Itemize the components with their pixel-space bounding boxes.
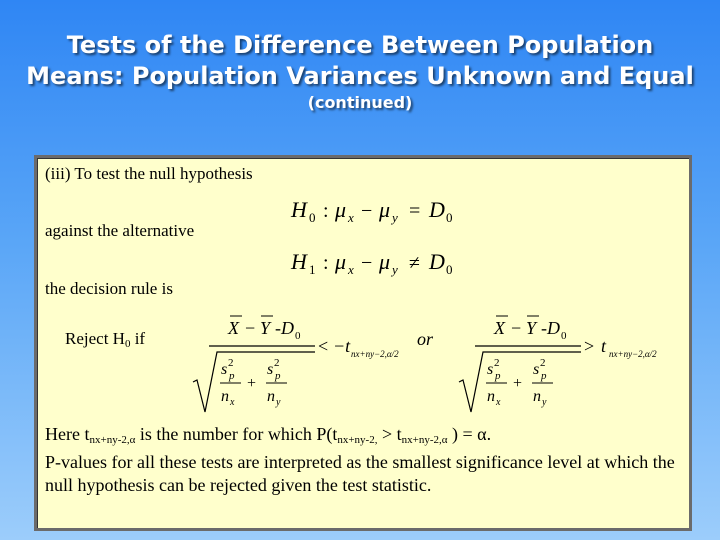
svg-text:Y: Y <box>526 318 537 338</box>
h0-relation: = <box>409 200 421 222</box>
critical-value-definition: Here $t_{nx+ny-2,\alpha}$ is the number for which $P(t_{nx+ny-2,} > t_{nx+ny-2,\alpha}$ ) = α. <box>45 424 492 446</box>
rule1-relation: < <box>318 336 329 356</box>
svg-text:+: + <box>513 375 523 392</box>
svg-text:D: D <box>281 318 294 338</box>
svg-text:−: − <box>361 200 373 222</box>
svg-text:0: 0 <box>309 210 316 225</box>
svg-text:-: - <box>541 318 547 338</box>
svg-text:−: − <box>361 252 373 274</box>
svg-text:2: 2 <box>228 357 234 369</box>
svg-text:y: y <box>542 397 547 408</box>
svg-text:n: n <box>221 388 229 405</box>
rule2-relation: > <box>584 336 595 356</box>
svg-text:X: X <box>494 318 505 338</box>
svg-text:H: H <box>291 249 307 274</box>
svg-text:n: n <box>487 388 495 405</box>
svg-text:y: y <box>392 210 398 225</box>
svg-text:0: 0 <box>295 330 301 342</box>
svg-text:0: 0 <box>446 210 453 225</box>
svg-text:+: + <box>247 375 257 392</box>
svg-text:p: p <box>541 370 547 382</box>
svg-text:x: x <box>348 210 354 225</box>
title-line-2: Means: Population Variances Unknown and Equal <box>26 62 694 90</box>
svg-text:s: s <box>487 361 494 378</box>
svg-text:x: x <box>230 397 235 408</box>
alternative-hypothesis-equation <box>289 246 489 280</box>
svg-text:D: D <box>547 318 560 338</box>
svg-text:p: p <box>229 370 235 382</box>
decision-text: the decision rule is <box>45 279 173 298</box>
svg-text:μ: μ <box>379 197 391 222</box>
svg-text:H: H <box>291 197 307 222</box>
null-hypothesis-equation <box>289 194 489 228</box>
svg-text:s: s <box>221 361 228 378</box>
svg-text:y: y <box>392 262 398 277</box>
svg-text::: : <box>323 200 329 222</box>
svg-text:D: D <box>429 197 445 222</box>
h1-relation: ≠ <box>409 252 420 274</box>
svg-text:X: X <box>228 318 239 338</box>
svg-text:D: D <box>429 249 445 274</box>
svg-text:p: p <box>495 370 501 382</box>
reject-label: Reject $H_0$ if <box>65 329 146 350</box>
svg-text:μ: μ <box>379 249 391 274</box>
or-text: or <box>417 329 434 349</box>
svg-text:2: 2 <box>494 357 500 369</box>
svg-text:n: n <box>267 388 275 405</box>
pvalue-explanation: P-values for all these tests are interpreted as the smallest significance level at which the null hypothesis can be rejected given the test statistic. <box>45 452 675 495</box>
svg-text:-: - <box>275 318 281 338</box>
rule1-critical: −t <box>333 336 351 356</box>
svg-text:p: p <box>275 370 281 382</box>
intro-text: (iii) To test the null hypothesis <box>45 164 253 183</box>
svg-text:2: 2 <box>540 357 546 369</box>
svg-text:s: s <box>533 361 540 378</box>
svg-text::: : <box>323 252 329 274</box>
content-panel <box>34 155 692 531</box>
svg-text:x: x <box>348 262 354 277</box>
svg-text:−: − <box>245 318 256 338</box>
rule2-critical-sub: nx+ny−2,α/2 <box>609 349 657 359</box>
rule1-critical-sub: nx+ny−2,α/2 <box>351 349 399 359</box>
title-line-1: Tests of the Difference Between Population <box>66 31 654 59</box>
svg-text:y: y <box>276 397 281 408</box>
svg-text:x: x <box>496 397 501 408</box>
slide-title <box>0 30 720 114</box>
title-line-3: (continued) <box>307 93 413 112</box>
svg-text:0: 0 <box>561 330 567 342</box>
rule2-critical: t <box>601 336 607 356</box>
svg-text:μ: μ <box>335 249 347 274</box>
svg-text:−: − <box>511 318 522 338</box>
svg-text:s: s <box>267 361 274 378</box>
svg-text:μ: μ <box>335 197 347 222</box>
svg-text:1: 1 <box>309 262 316 277</box>
svg-text:n: n <box>533 388 541 405</box>
decision-rule-left-tail <box>187 308 402 418</box>
svg-text:0: 0 <box>446 262 453 277</box>
svg-text:Y: Y <box>260 318 271 338</box>
decision-rule-right-tail <box>453 308 678 418</box>
svg-text:2: 2 <box>274 357 280 369</box>
against-text: against the alternative <box>45 221 195 240</box>
